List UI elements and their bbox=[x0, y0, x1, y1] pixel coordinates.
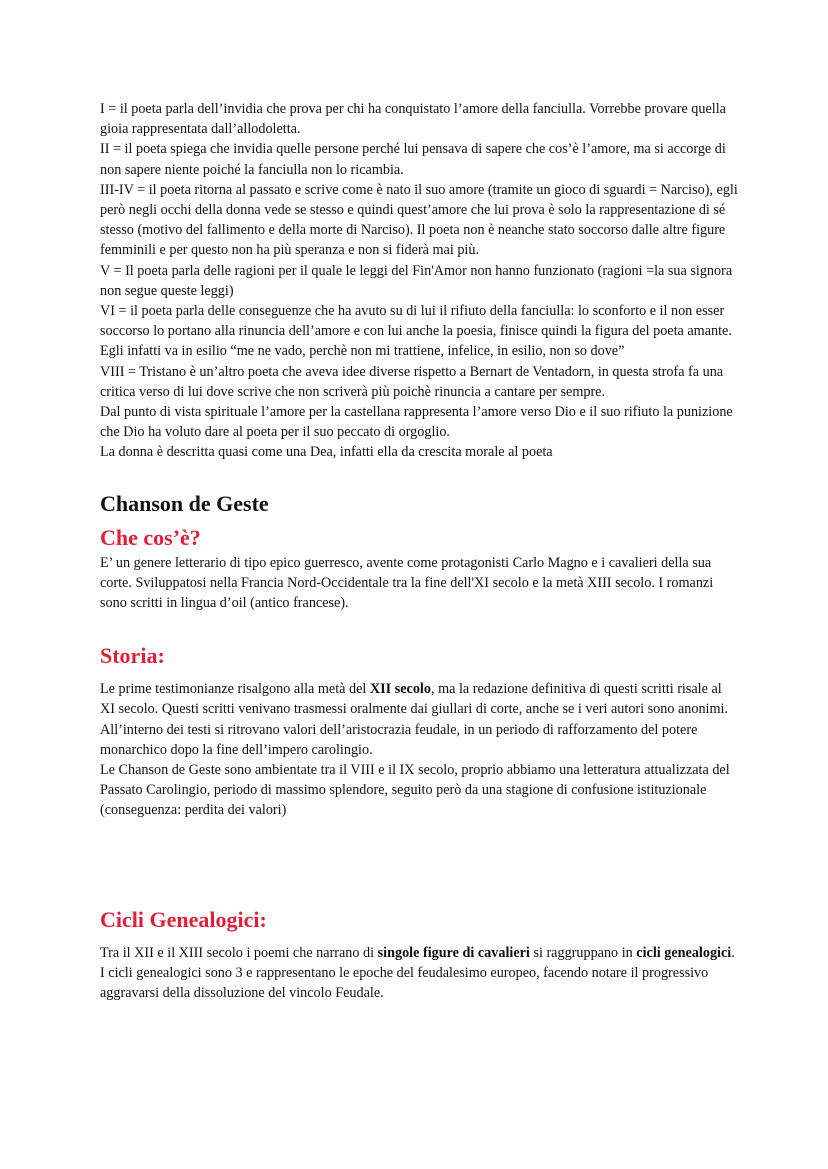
heading-cicli: Cicli Genealogici: bbox=[100, 906, 267, 932]
paragraph-donna: La donna è descritta quasi come una Dea, infatti ella da crescita morale al poeta bbox=[100, 444, 553, 461]
paragraph-cicli-2: I cicli genealogici sono 3 e rappresentano le epoche del feudalesimo europeo, facendo notare il progressivo aggravarsi della dissoluzione del vincolo Feudale. bbox=[100, 964, 709, 1002]
analysis-section bbox=[100, 99, 740, 463]
paragraph-storia-1 bbox=[100, 679, 740, 719]
cicli-text-c: . bbox=[731, 944, 735, 961]
paragraph-strofa-5: V = Il poeta parla delle ragioni per il quale le leggi del Fin'Amor non hanno funzionato (ragioni =la sua signora non segue queste leggi) bbox=[100, 262, 733, 299]
storia-bold: XII secolo bbox=[369, 681, 431, 698]
paragraph-what: E’ un genere letterario di tipo epico guerresco, avente come protagonisti Carlo Magno e i cavalieri della sua corte. Sviluppatosi nella Francia Nord-Occidentale tra la fine dell'XI secolo e la metà XIII secolo. I romanzi sono scritti in lingua d’oil (antico francese). bbox=[100, 554, 714, 612]
paragraph-strofa-1: I = il poeta parla dell’invidia che prova per chi ha conquistato l’amore della fanciulla. Vorrebbe provare quella gioia rappresentata dall’allodoletta. bbox=[100, 101, 726, 138]
cicli-text-a: Tra il XII e il XIII secolo i poemi che narrano di bbox=[100, 944, 378, 961]
paragraph-strofa-8: VIII = Tristano è un’altro poeta che aveva idee diverse rispetto a Bernart de Ventadorn, in questa strofa fa una critica verso di lui dove scrive che non scriverà più poichè rinuncia a cantare per sempre. bbox=[100, 363, 724, 400]
paragraph-strofa-2: II = il poeta spiega che invidia quelle persone perché lui pensava di sapere che cos’è l’amore, ma si accorge di non sapere niente poiché la fanciulla non lo ricambia. bbox=[100, 141, 726, 178]
paragraph-cicli-1 bbox=[100, 943, 740, 963]
heading-what: Che cos’è? bbox=[100, 524, 201, 550]
document-page bbox=[100, 99, 740, 1003]
cicli-bold-a: singole figure di cavalieri bbox=[377, 944, 530, 961]
paragraph-storia-3: Le Chanson de Geste sono ambientate tra il VIII e il IX secolo, proprio abbiamo una letteratura attualizzata del Passato Carolingio, periodo di massimo splendore, seguito però da una stagione di confusione istituzionale (conseguenza: perdita dei valori) bbox=[100, 762, 730, 819]
storia-text-b: , ma la redazione definitiva di questi scritti risale al XI secolo. Questi scritti venivano trasmessi oralmente dai giullari di corte, anche se i veri autori sono anonimi. bbox=[100, 681, 729, 718]
paragraph-storia-2: All’interno dei testi si ritrovano valori dell’aristocrazia feudale, in un periodo di rafforzamento del potere monarchico dopo la fine dell’impero carolingio. bbox=[100, 721, 698, 758]
paragraph-strofa-3-4: III-IV = il poeta ritorna al passato e scrive come è nato il suo amore (tramite un gioco di sguardi = Narciso), egli però negli occhi della donna vede se stesso e quindi quest’amore che lui prova è solo la rappresentazione di sé stesso (motivo del fallimento e della morte di Narciso). Il poeta non è neanche stato soccorso dalle altre figure femminili e per questo non ha più speranza e non si fiderà mai più. bbox=[100, 181, 738, 259]
heading-storia bbox=[100, 641, 740, 671]
paragraph-spiritual: Dal punto di vista spirituale l’amore per la castellana rappresenta l’amore verso Dio e il suo rifiuto la punizione che Dio ha voluto dare al poeta per il suo peccato di orgoglio. bbox=[100, 404, 733, 441]
section-title-chanson: Chanson de Geste bbox=[100, 490, 269, 516]
cicli-text-b: si raggruppano in bbox=[529, 944, 637, 961]
storia-text-a: Le prime testimonianze risalgono alla metà del bbox=[100, 681, 370, 698]
cicli-bold-b: cicli genealogici bbox=[636, 944, 732, 961]
paragraph-strofa-6: VI = il poeta parla delle conseguenze che ha avuto su di lui il rifiuto della fanciulla: lo sconforto e il non esser soccorso lo portano alla rinuncia dell’amore e con lui anche la poesia, finisce quindi la figura del poeta amante. Egli infatti va in esilio “me ne vado, perchè non mi trattiene, infelice, in esilio, non so dove” bbox=[100, 303, 732, 360]
heading-storia-text: Storia: bbox=[100, 643, 165, 669]
